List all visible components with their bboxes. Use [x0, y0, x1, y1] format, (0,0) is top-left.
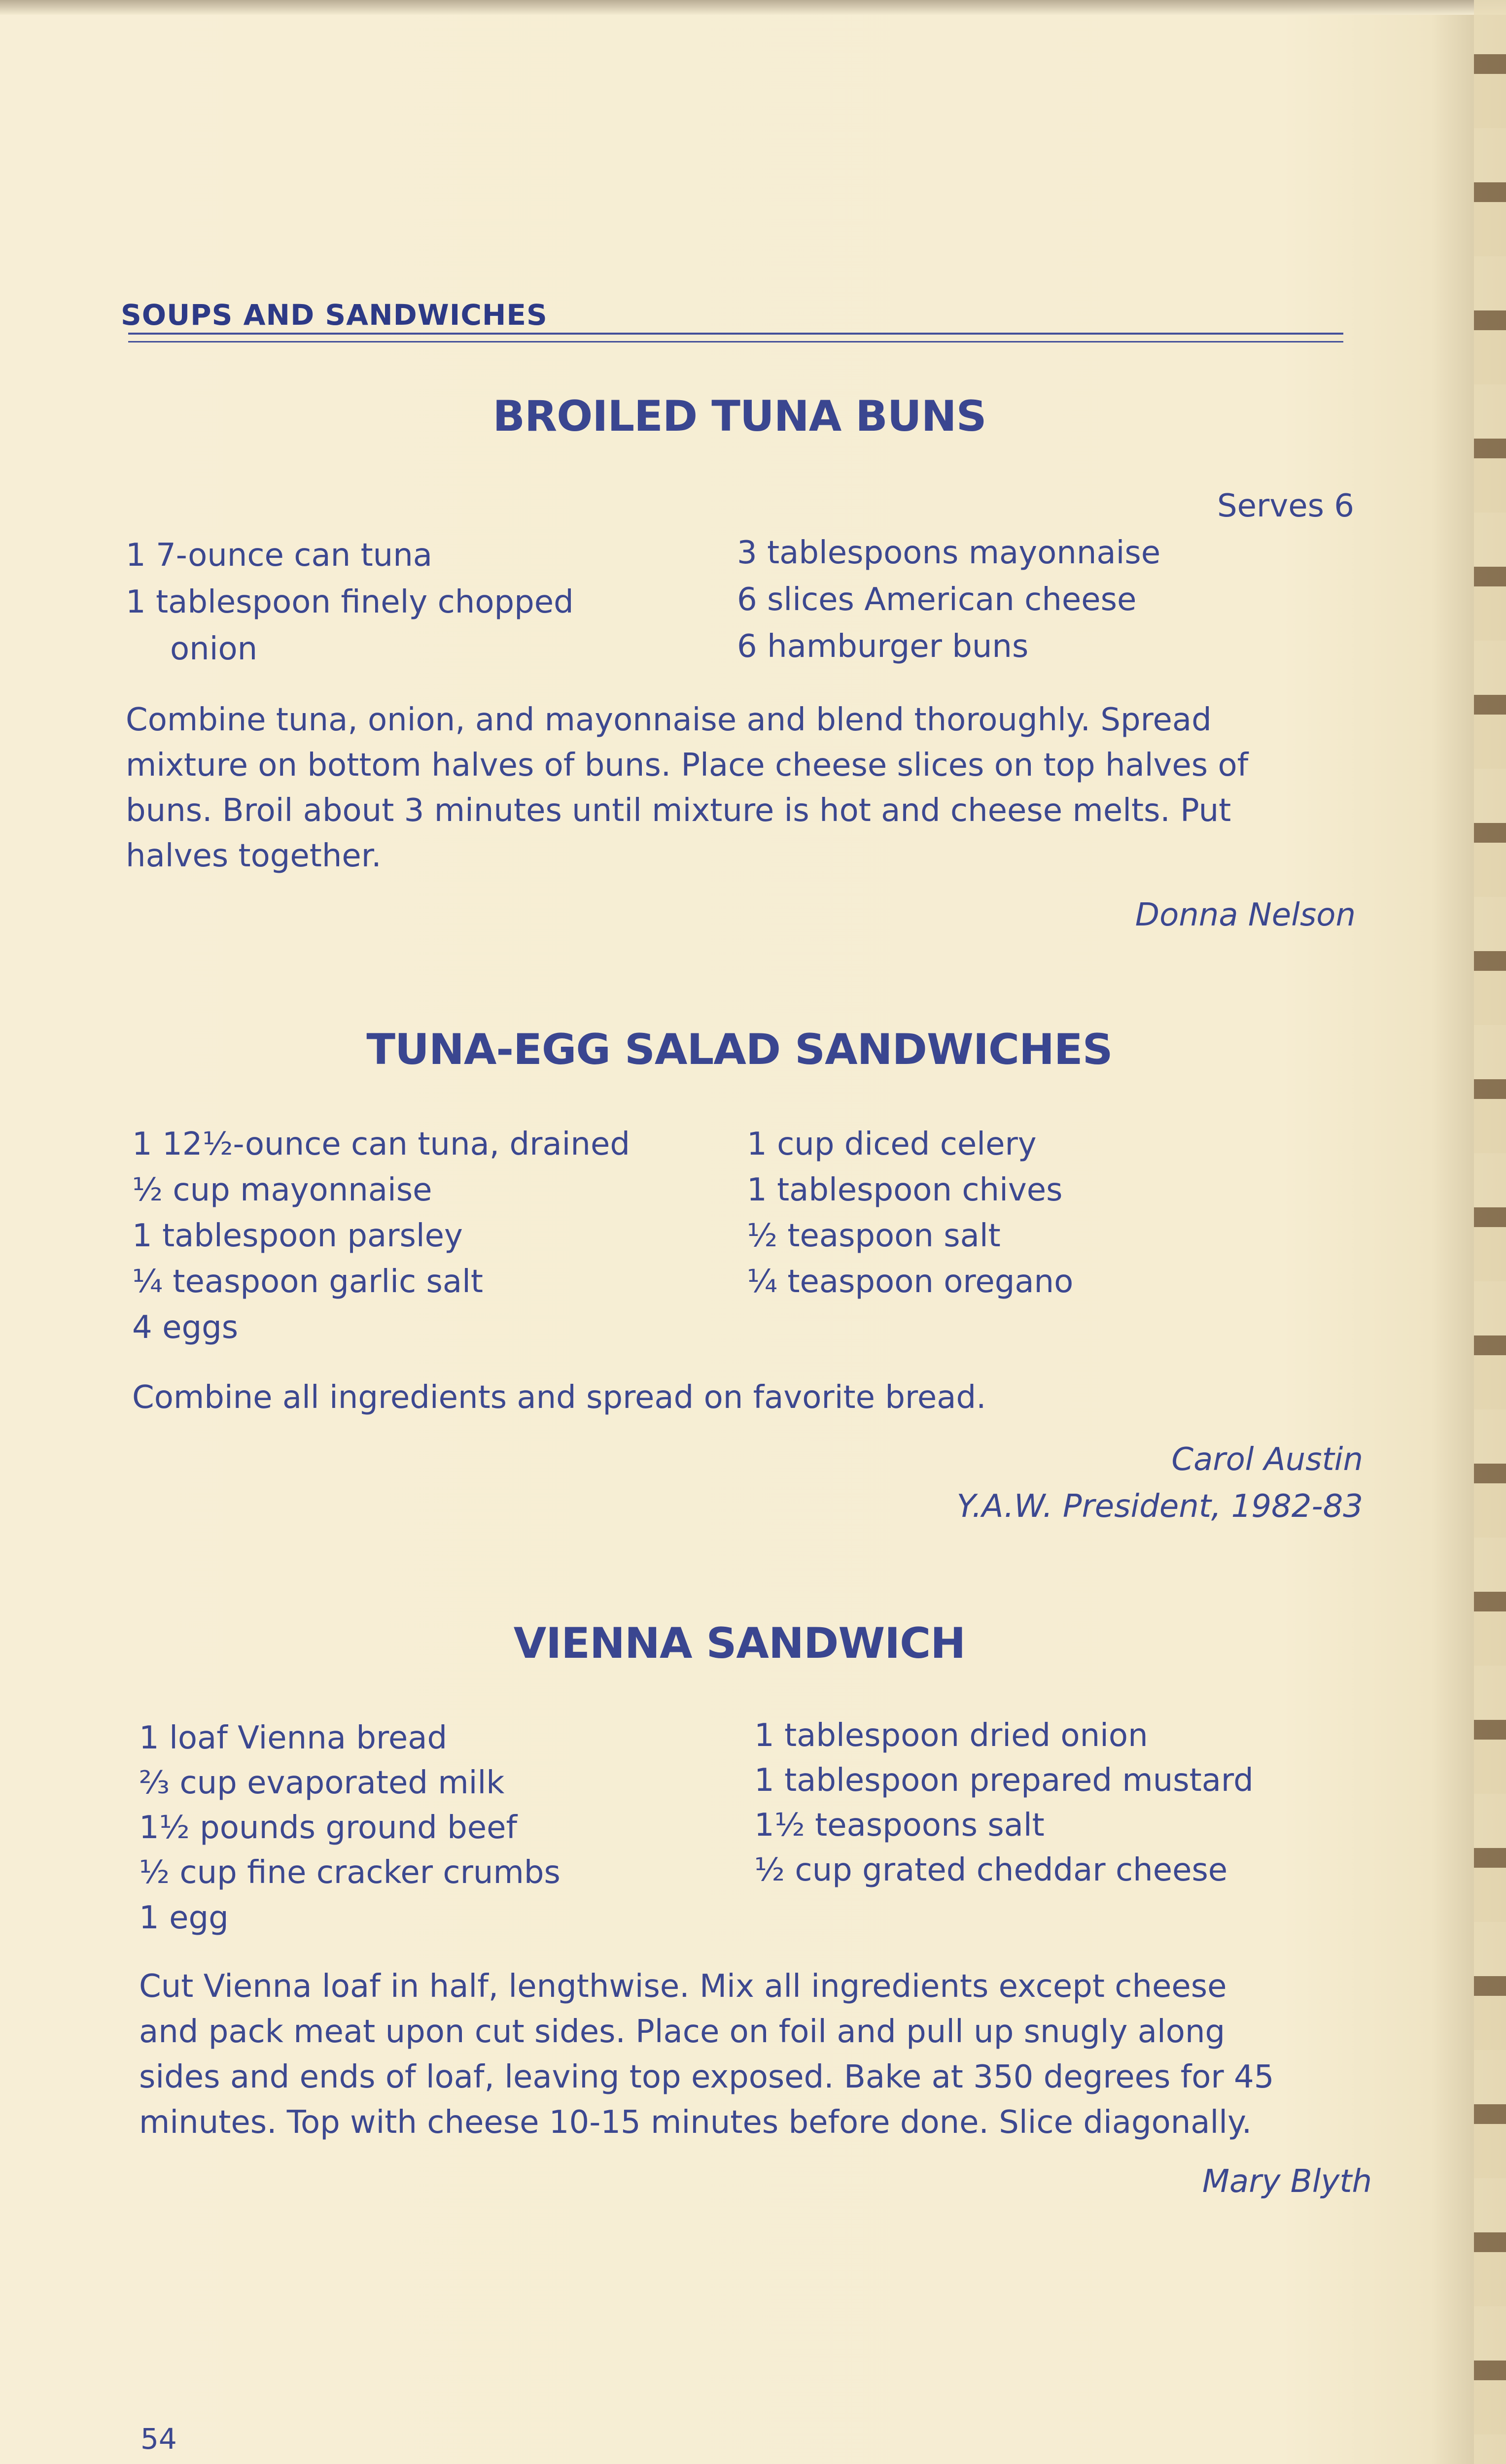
directions-line: Combine all ingredients and spread on favorite bread.: [132, 1379, 986, 1416]
ingredient-right: ½ cup grated cheddar cheese: [754, 1852, 1228, 1888]
directions-line: buns. Broil about 3 minutes until mixture is hot and cheese melts. Put: [126, 792, 1231, 829]
ingredient-right: 6 slices American cheese: [737, 582, 1137, 618]
ingredient-left: onion: [170, 631, 258, 667]
recipe-author: Carol Austin: [1171, 1441, 1363, 1478]
directions-line: and pack meat upon cut sides. Place on foil and pull up snugly along: [139, 2014, 1226, 2050]
recipe-directions: [132, 1375, 986, 1420]
ingredient-left: 1½ pounds ground beef: [139, 1810, 517, 1846]
recipe-serves: Serves 6: [1217, 488, 1354, 524]
recipe-directions: [139, 1964, 1274, 2145]
ingredient-right: 1½ teaspoons salt: [754, 1807, 1045, 1844]
ingredient-left: 4 eggs: [132, 1309, 239, 1346]
ingredient-right: ¼ teaspoon oregano: [747, 1264, 1074, 1300]
ingredient-left: 1 loaf Vienna bread: [139, 1720, 448, 1756]
directions-line: minutes. Top with cheese 10-15 minutes before done. Slice diagonally.: [139, 2104, 1252, 2141]
directions-line: Combine tuna, onion, and mayonnaise and blend thoroughly. Spread: [126, 702, 1212, 738]
page-top-shadow: [0, 0, 1506, 15]
recipe-author: Donna Nelson: [1135, 897, 1356, 933]
recipe-directions: [126, 697, 1248, 879]
ingredient-right: 1 tablespoon chives: [747, 1172, 1063, 1208]
page-number: 54: [140, 2422, 177, 2456]
recipe-title: TUNA-EGG SALAD SANDWICHES: [366, 1025, 1113, 1074]
ingredient-left: 1 7-ounce can tuna: [126, 537, 432, 574]
directions-line: Cut Vienna loaf in half, lengthwise. Mix all ingredients except cheese: [139, 1968, 1227, 2005]
directions-line: mixture on bottom halves of buns. Place cheese slices on top halves of: [126, 747, 1249, 784]
ingredient-right: 1 cup diced celery: [747, 1126, 1037, 1163]
header-rule-top: [128, 333, 1343, 335]
ingredient-left: ⅔ cup evaporated milk: [139, 1765, 505, 1801]
directions-line: sides and ends of loaf, leaving top exposed. Bake at 350 degrees for 45: [139, 2059, 1274, 2095]
recipe-title: VIENNA SANDWICH: [513, 1619, 966, 1668]
recipe-title: BROILED TUNA BUNS: [492, 392, 986, 441]
ingredient-left: 1 egg: [139, 1900, 229, 1936]
ingredient-right: 3 tablespoons mayonnaise: [737, 535, 1161, 571]
ingredient-left: ¼ teaspoon garlic salt: [132, 1264, 483, 1300]
section-header: SOUPS AND SANDWICHES: [121, 298, 548, 332]
header-rule-bottom: [128, 341, 1343, 342]
recipe-author: Mary Blyth: [1202, 2163, 1372, 2200]
ingredient-left: 1 12½-ounce can tuna, drained: [132, 1126, 630, 1163]
ingredient-right: 1 tablespoon prepared mustard: [754, 1762, 1254, 1799]
ingredient-right: 6 hamburger buns: [737, 628, 1029, 665]
ingredient-left: ½ cup fine cracker crumbs: [139, 1854, 560, 1891]
ingredient-right: ½ teaspoon salt: [747, 1218, 1001, 1254]
directions-line: halves together.: [126, 838, 382, 874]
ingredient-left: 1 tablespoon parsley: [132, 1218, 463, 1254]
ingredient-right: 1 tablespoon dried onion: [754, 1717, 1148, 1754]
binding-edge: [1474, 0, 1506, 2464]
recipe-author-title: Y.A.W. President, 1982-83: [956, 1488, 1363, 1525]
ingredient-left: ½ cup mayonnaise: [132, 1172, 432, 1208]
ingredient-left: 1 tablespoon finely chopped: [126, 584, 574, 620]
